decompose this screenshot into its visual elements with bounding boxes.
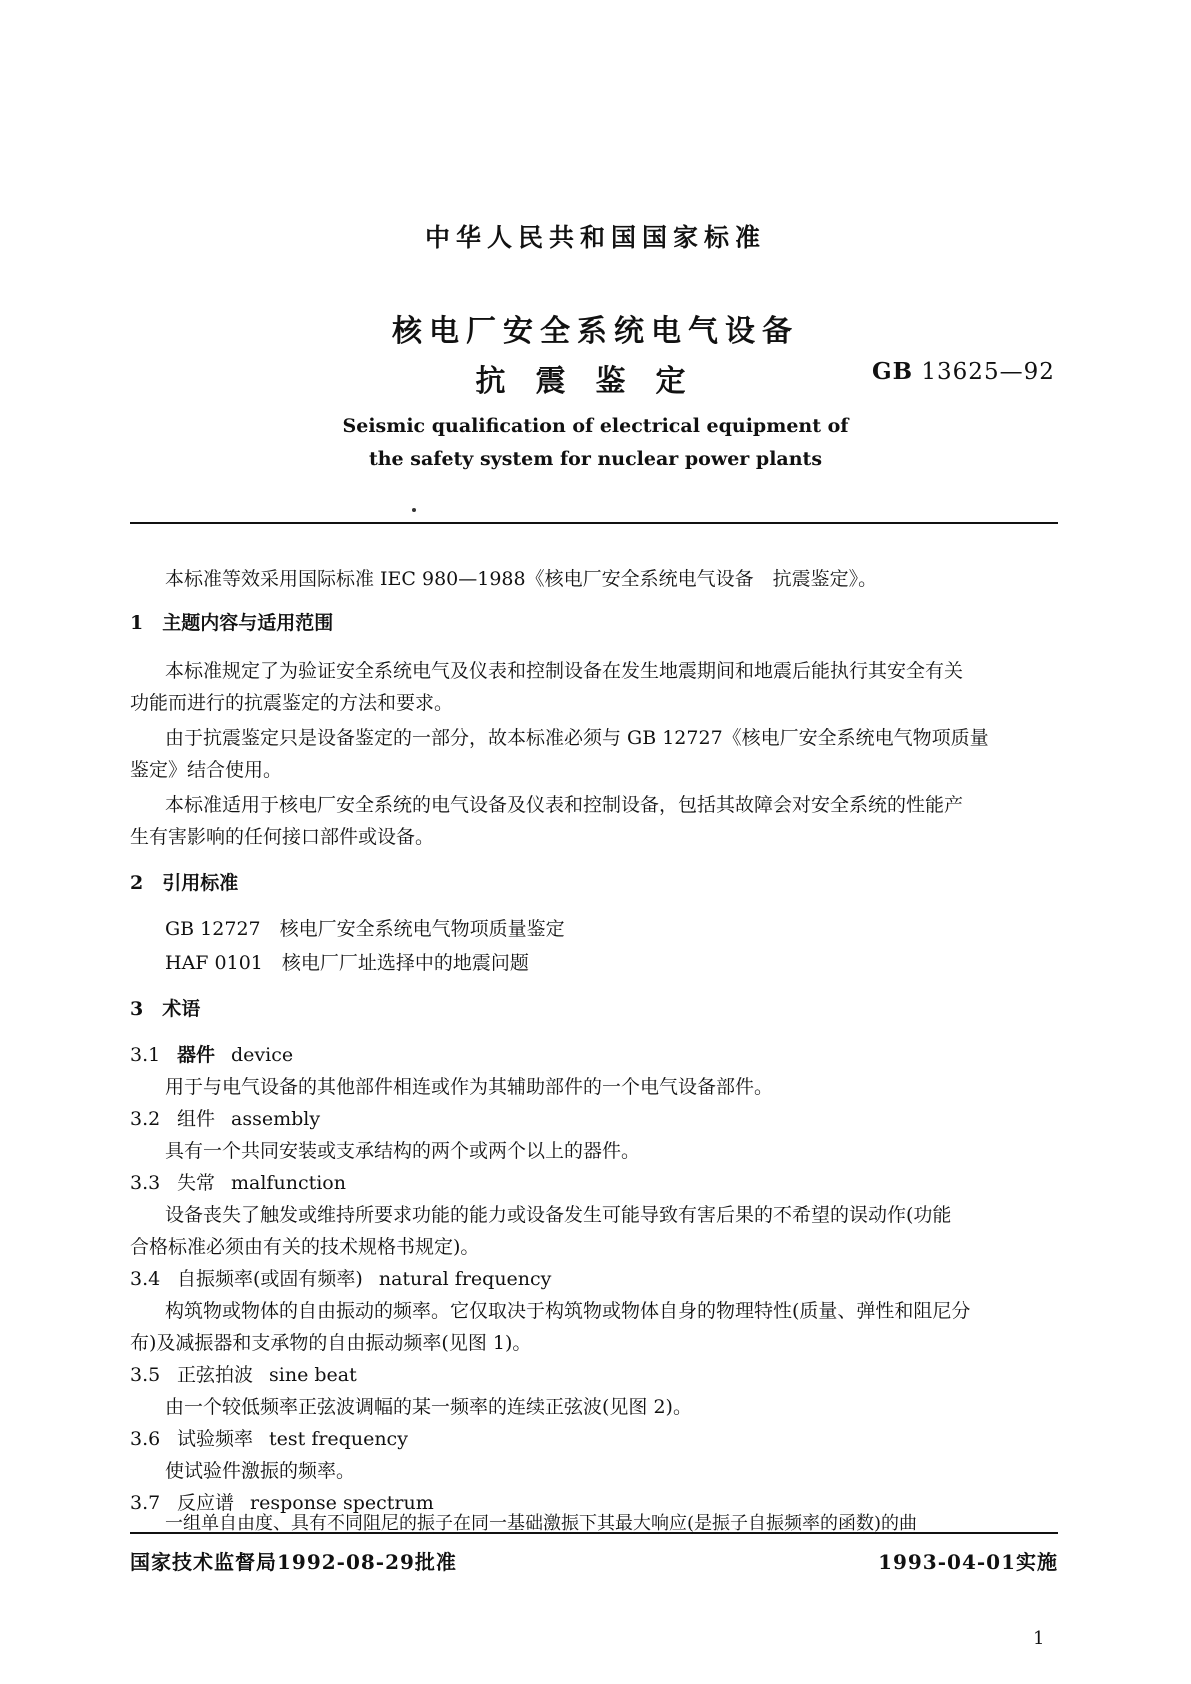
s1-p1-line1: 本标准规定了为验证安全系统电气及仪表和控制设备在发生地震期间和地震后能执行其安全有关 xyxy=(165,660,964,682)
clause-english-term: natural frequency xyxy=(378,1268,552,1290)
clause-term: 反应谱 xyxy=(177,1492,235,1514)
section-3-title: 术语 xyxy=(162,998,201,1020)
clause-term: 试验频率 xyxy=(177,1428,254,1450)
clause-english-term: malfunction xyxy=(231,1172,346,1194)
standard-code-number: 13625—92 xyxy=(921,359,1055,385)
clause-number: 3.2 xyxy=(130,1108,161,1130)
title-line-2: 抗震鉴定 xyxy=(475,364,716,399)
standard-code xyxy=(872,358,1055,385)
header-divider xyxy=(130,522,1058,524)
clause-3-4-definition-line1: 构筑物或物体的自由振动的频率。它仅取决于构筑物或物体自身的物理特性(质量、弹性和阻尼分 xyxy=(165,1300,971,1322)
clause-number: 3.6 xyxy=(130,1428,161,1450)
clause-3-6 xyxy=(130,1424,408,1451)
clause-term: 器件 xyxy=(177,1044,216,1066)
section-2-number: 2 xyxy=(130,872,144,894)
clause-3-7-definition-line1: 一组单自由度、具有不同阻尼的振子在同一基础激振下其最大响应(是振子自振频率的函数)的曲 xyxy=(165,1513,918,1534)
footer-divider xyxy=(130,1532,1058,1534)
clause-3-4-definition-line2: 布)及减振器和支承物的自由振动频率(见图 1)。 xyxy=(130,1332,532,1354)
title-line-1: 核电厂安全系统电气设备 xyxy=(392,314,799,349)
section-3-heading xyxy=(130,994,200,1021)
clause-term: 失常 xyxy=(177,1172,216,1194)
clause-number: 3.1 xyxy=(130,1044,161,1066)
page-number: 1 xyxy=(1033,1628,1045,1649)
clause-term: 组件 xyxy=(177,1108,216,1130)
national-standard-heading: 中华人民共和国国家标准 xyxy=(424,223,766,252)
scan-dot xyxy=(412,508,416,512)
section-1-title: 主题内容与适用范围 xyxy=(162,612,334,634)
section-2-heading xyxy=(130,868,238,895)
s1-p3-line1: 本标准适用于核电厂安全系统的电气设备及仪表和控制设备，包括其故障会对安全系统的性能产 xyxy=(165,794,964,816)
clause-number: 3.4 xyxy=(130,1268,161,1290)
s1-p1-line2: 功能而进行的抗震鉴定的方法和要求。 xyxy=(130,692,454,714)
clause-3-2 xyxy=(130,1104,320,1131)
clause-3-3-definition-line1: 设备丧失了触发或维持所要求功能的能力或设备发生可能导致有害后果的不希望的误动作(功能 xyxy=(165,1204,952,1226)
reference-item: GB 12727 核电厂安全系统电气物项质量鉴定 xyxy=(165,918,565,940)
clause-3-5 xyxy=(130,1360,357,1387)
section-1-heading xyxy=(130,608,333,635)
clause-3-5-definition: 由一个较低频率正弦波调幅的某一频率的连续正弦波(见图 2)。 xyxy=(165,1396,692,1418)
implementation-date: 1993-04-01实施 xyxy=(878,1550,1058,1574)
clause-english-term: device xyxy=(231,1044,294,1066)
clause-3-3 xyxy=(130,1168,346,1195)
s1-p2-line2: 鉴定》结合使用。 xyxy=(130,759,283,781)
clause-3-4 xyxy=(130,1264,551,1291)
section-3-number: 3 xyxy=(130,998,144,1020)
section-2-title: 引用标准 xyxy=(162,872,239,894)
clause-english-term: assembly xyxy=(231,1108,321,1130)
clause-3-6-definition: 使试验件激振的频率。 xyxy=(165,1460,356,1482)
standard-code-prefix: GB xyxy=(872,358,914,385)
reference-item: HAF 0101 核电厂厂址选择中的地震问题 xyxy=(165,952,529,974)
clause-3-2-definition: 具有一个共同安装或支承结构的两个或两个以上的器件。 xyxy=(165,1140,641,1162)
clause-3-3-definition-line2: 合格标准必须由有关的技术规格书规定)。 xyxy=(130,1236,480,1258)
section-1-number: 1 xyxy=(130,612,144,634)
clause-english-term: sine beat xyxy=(269,1364,357,1386)
english-title-line-2: the safety system for nuclear power plants xyxy=(368,448,823,470)
english-title-line-1: Seismic qualification of electrical equipment of xyxy=(342,415,849,437)
clause-term: 自振频率(或固有频率) xyxy=(177,1268,363,1290)
intro-paragraph: 本标准等效采用国际标准 IEC 980—1988《核电厂安全系统电气设备 抗震鉴定》。 xyxy=(165,568,878,590)
clause-3-1 xyxy=(130,1040,293,1067)
approval-date: 国家技术监督局1992-08-29批准 xyxy=(130,1550,457,1574)
clause-number: 3.3 xyxy=(130,1172,161,1194)
clause-english-term: response spectrum xyxy=(250,1492,434,1514)
clause-english-term: test frequency xyxy=(269,1428,408,1450)
s1-p2-line1: 由于抗震鉴定只是设备鉴定的一部分，故本标准必须与 GB 12727《核电厂安全系统电气物项质量 xyxy=(165,727,989,749)
clause-number: 3.5 xyxy=(130,1364,161,1386)
s1-p3-line2: 生有害影响的任何接口部件或设备。 xyxy=(130,826,435,848)
clause-term: 正弦拍波 xyxy=(177,1364,254,1386)
clause-3-1-definition: 用于与电气设备的其他部件相连或作为其辅助部件的一个电气设备部件。 xyxy=(165,1076,774,1098)
clause-number: 3.7 xyxy=(130,1492,161,1514)
